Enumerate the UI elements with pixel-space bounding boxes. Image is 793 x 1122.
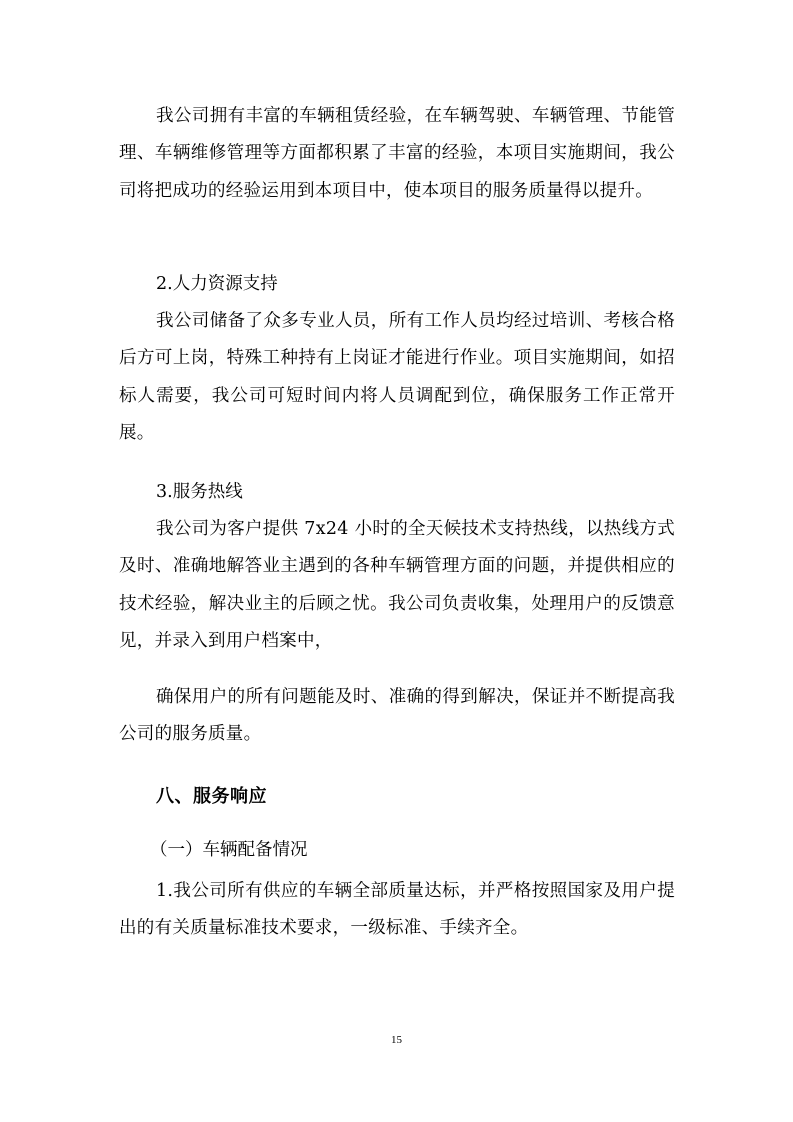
paragraph-human-resources: 我公司储备了众多专业人员，所有工作人员均经过培训、考核合格后方可上岗，特殊工种持有上岗证才能进行作业。项目实施期间，如招标人需要，我公司可短时间内将人员调配到位，确保服务工作正常开展。 xyxy=(119,311,675,443)
page-number: 15 xyxy=(391,1034,402,1046)
paragraph-service-hotline: 我公司为客户提供 7x24 小时的全天候技术支持热线，以热线方式及时、准确地解答业主遇到的各种车辆管理方面的问题，并提供相应的技术经验，解决业主的后顾之忧。我公司负责收集，处理用户的反馈意见，并录入到用户档案中， xyxy=(119,519,675,651)
section-title-service-response: 八、服务响应 xyxy=(156,786,267,807)
heading-human-resources: 2.人力资源支持 xyxy=(156,274,278,294)
subsection-vehicle-equipment: （一）车辆配备情况 xyxy=(150,840,308,860)
paragraph-quality-assurance: 确保用户的所有问题能及时、准确的得到解决，保证并不断提高我公司的服务质量。 xyxy=(119,687,675,745)
paragraph-rental-experience: 我公司拥有丰富的车辆租赁经验，在车辆驾驶、车辆管理、节能管理、车辆维修管理等方面都积累了丰富的经验，本项目实施期间，我公司将把成功的经验运用到本项目中，使本项目的服务质量得以提升。 xyxy=(119,106,675,201)
paragraph-vehicle-quality: 1.我公司所有供应的车辆全部质量达标，并严格按照国家及用户提出的有关质量标准技术要求，一级标准、手续齐全。 xyxy=(119,881,675,939)
heading-service-hotline: 3.服务热线 xyxy=(156,482,243,502)
